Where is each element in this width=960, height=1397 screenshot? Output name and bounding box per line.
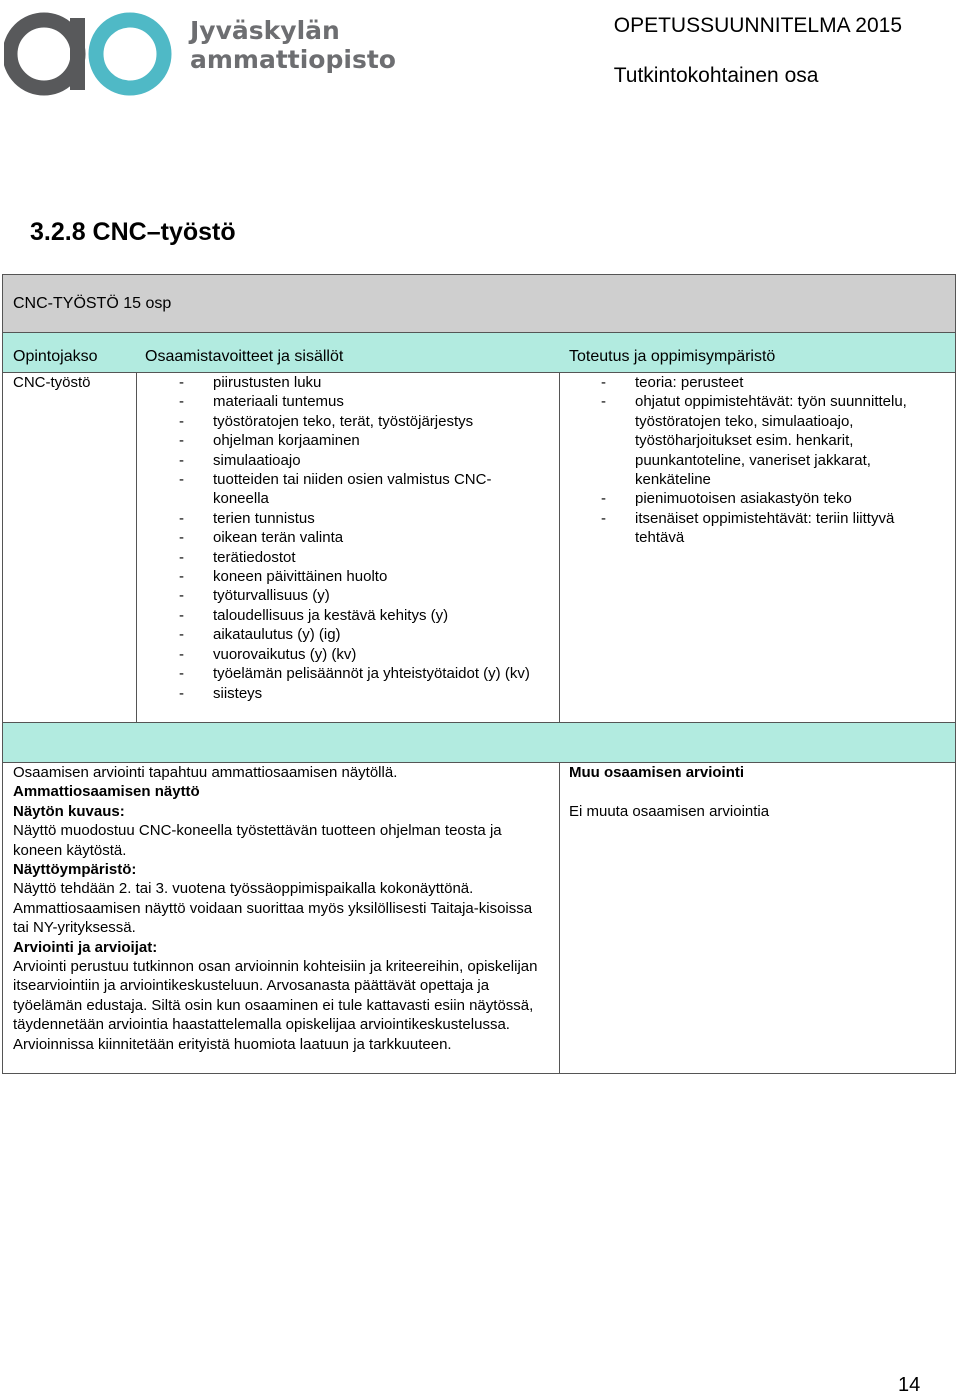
course-content-row bbox=[3, 373, 955, 723]
curriculum-table bbox=[2, 274, 956, 1074]
list-item: - teoria: perusteet bbox=[601, 373, 951, 392]
environment-label: Näyttöympäristö: bbox=[13, 861, 137, 879]
course-name: CNC-työstö bbox=[13, 374, 91, 391]
list-item: - tuotteiden tai niiden osien valmistus CNC-koneella bbox=[179, 470, 523, 509]
evaluation-text: Arviointi perustuu tutkinnon osan arvioinnin kohteisiin ja kriteereihin, opiskelijan itsearviointiin ja arviointikeskusteluun. Arvosanasta päättävät opettaja ja työelämän edustaja. Siltä osin kun osaaminen ei tule kattavasti esiin näytössä, täydennetään arviointia haastattelemalla opiskelijaa arviointikeskustelussa. Arvioinnissa kiinnitetään erityistä huomiota laatuun ja tarkkuuteen. bbox=[13, 958, 538, 1053]
implementation-list bbox=[601, 373, 951, 548]
list-item: - simulaatioajo bbox=[179, 451, 559, 470]
column-divider bbox=[559, 763, 560, 1073]
list-item: - siisteys bbox=[179, 684, 559, 703]
list-item: - vuorovaikutus (y) (kv) bbox=[179, 645, 559, 664]
assessment-intro: Osaamisen arviointi tapahtuu ammattiosaamisen näytöllä. bbox=[13, 764, 398, 781]
other-assessment-text: Ei muuta osaamisen arviointia bbox=[569, 802, 770, 820]
table-title: CNC-TYÖSTÖ 15 osp bbox=[13, 295, 172, 312]
document-title: OPETUSSUUNNITELMA 2015 bbox=[613, 14, 902, 37]
header-implementation: Toteutus ja oppimisympäristö bbox=[569, 347, 776, 365]
list-item: - koneen päivittäinen huolto bbox=[179, 567, 559, 586]
document-header bbox=[614, 13, 902, 89]
list-item: - taloudellisuus ja kestävä kehitys (y) bbox=[179, 606, 559, 625]
ao-logo-mark bbox=[4, 4, 174, 96]
header-course: Opintojakso bbox=[13, 347, 98, 365]
section-title: 3.2.8 CNC–työstö bbox=[30, 218, 236, 246]
other-assessment-heading: Muu osaamisen arviointi bbox=[569, 764, 745, 781]
list-item: - ohjelman korjaaminen bbox=[179, 431, 559, 450]
list-item: - itsenäiset oppimistehtävät: teriin liittyvä tehtävä bbox=[601, 509, 940, 548]
list-item: - terätiedostot bbox=[179, 548, 559, 567]
list-item: - aikataulutus (y) (ig) bbox=[179, 625, 559, 644]
assessment-details-row bbox=[3, 763, 955, 1073]
organization-logo bbox=[4, 4, 396, 96]
document-subtitle: Tutkintokohtainen osa bbox=[613, 64, 819, 87]
assessment-right bbox=[569, 763, 949, 821]
list-item: - materiaali tuntemus bbox=[179, 392, 559, 411]
organization-name bbox=[190, 16, 396, 74]
demo-description-label: Näytön kuvaus: bbox=[13, 802, 125, 820]
evaluation-label: Arviointi ja arvioijat: bbox=[13, 938, 158, 956]
list-item: - työstöratojen teko, terät, työstöjärjestys bbox=[179, 412, 559, 431]
logo-line-1: Jyväskylän bbox=[190, 16, 340, 45]
list-item: - pienimuotoisen asiakastyön teko bbox=[601, 489, 951, 508]
table-title-row bbox=[3, 275, 955, 333]
goals-list bbox=[179, 373, 559, 703]
column-divider bbox=[136, 373, 137, 722]
list-item: - ohjatut oppimistehtävät: työn suunnittelu, työstöratojen teko, simulaatioajo, työstöharjoitukset esim. henkarit, puunkantoteline, vaneriset jakkarat, kenkäteline bbox=[601, 392, 951, 489]
logo-line-2: ammattiopisto bbox=[190, 45, 396, 74]
list-item: - terien tunnistus bbox=[179, 509, 559, 528]
table-header-row bbox=[3, 333, 955, 373]
environment-text-1: Näyttö tehdään 2. tai 3. vuotena työssäoppimispaikalla kokonäyttönä. bbox=[13, 880, 474, 898]
assessment-band bbox=[3, 723, 955, 763]
list-item: - työelämän pelisäännöt ja yhteistyötaidot (y) (kv) bbox=[179, 664, 543, 683]
list-item: - piirustusten luku bbox=[179, 373, 559, 392]
list-item: - oikean terän valinta bbox=[179, 528, 559, 547]
environment-text-2: Ammattiosaamisen näyttö voidaan suorittaa myös yksilöllisesti Taitaja-kisoissa tai NY-yrityksessä. bbox=[13, 899, 533, 937]
page-number: 14 bbox=[898, 1374, 921, 1396]
demo-description: Näyttö muodostuu CNC-koneella työstettävän tuotteen ohjelman teosta ja koneen käytöstä. bbox=[13, 822, 502, 859]
header-goals: Osaamistavoitteet ja sisällöt bbox=[145, 347, 344, 365]
list-item: - työturvallisuus (y) bbox=[179, 586, 559, 605]
assessment-left bbox=[13, 763, 548, 1054]
column-divider bbox=[559, 373, 560, 722]
demo-heading: Ammattiosaamisen näyttö bbox=[13, 783, 200, 801]
